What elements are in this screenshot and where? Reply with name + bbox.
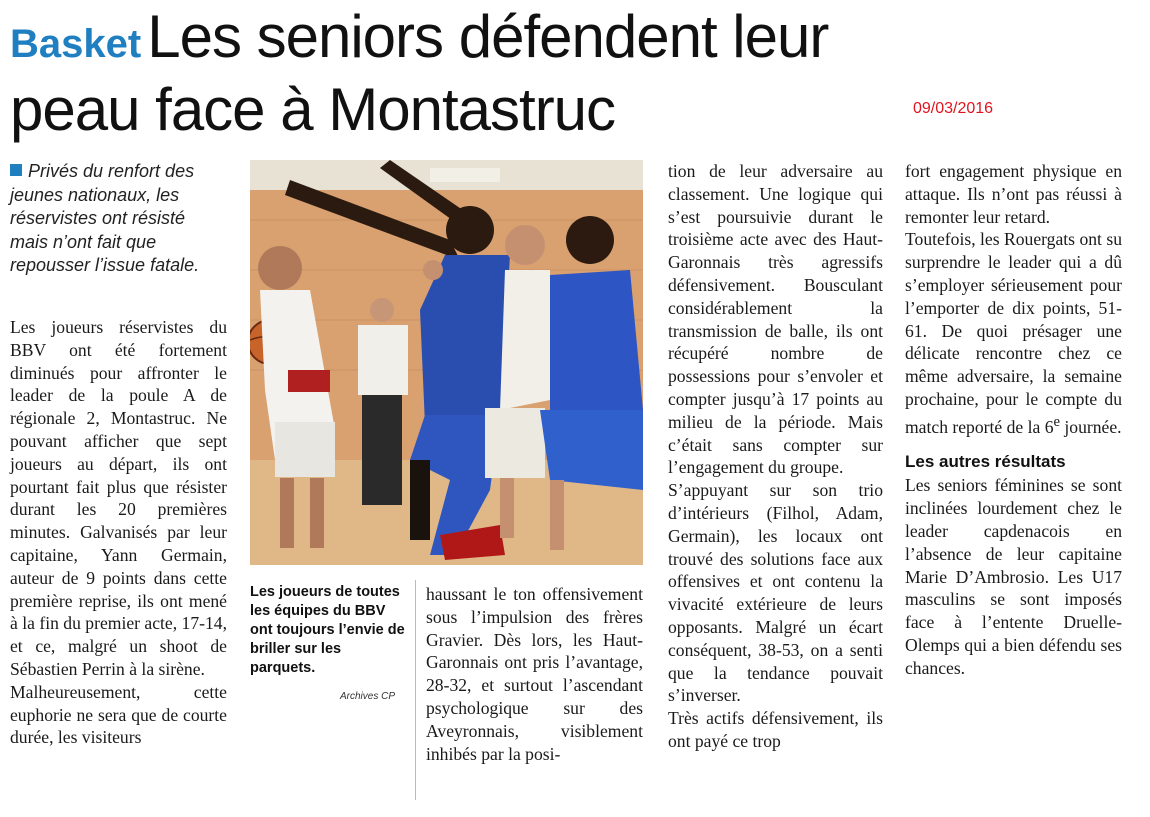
body-paragraph: haussant le ton offensivement sous l’impulsion des frères Gravier. Dès lors, les Haut-Garonnais ont pris l’avantage, 28-32, et surtout l’ascendant psychologique sur des Aveyronnais, visiblement inhibés par la posi- (426, 584, 643, 764)
photo-caption: Les joueurs de toutes les équipes du BBV ont toujours l’envie de briller sur les parquets. (250, 584, 405, 676)
column-4 (905, 160, 1122, 680)
lead-text: Privés du renfort des jeunes nationaux, les réservistes ont résisté mais n’ont fait que repousser l’issue fatale. (10, 161, 200, 275)
body-paragraph: tion de leur adversaire au classement. Une logique qui s’est poursuivie durant le troisième acte avec des Haut-Garonnais très agressifs défensivement. Bousculant considérablement la transmission de balle, ils ont récupéré nombre de possessions pour s’envoler et compter jusqu’à 17 points au milieu de la période. Mais c’était sans compter sur l’engagement du groupe. (668, 161, 883, 478)
subheading: Les autres résultats (905, 452, 1066, 472)
photo-illustration (250, 160, 643, 565)
column-divider (415, 580, 416, 800)
body-paragraph: Les joueurs réservistes du BBV ont été fortement diminués pour affronter le leader de la poule A de régionale 2, Montastruc. Ne pouvant afficher que sept joueurs au départ, ils ont pourtant fait plus que résister durant les 20 premières minutes. Galvanisés par leur capitaine, Yann Germain, auteur de 9 points dans cette première reprise, ils ont mené à la fin du premier acte, 17-14, et ce, malgré un shoot de Sébastien Perrin à la sirène. (10, 317, 227, 679)
body-paragraph: Très actifs défensivement, ils ont payé ce trop (668, 708, 883, 751)
lead (10, 160, 225, 278)
body-paragraph (905, 228, 1122, 438)
body-paragraph: fort engagement physique en attaque. Ils n’ont pas réussi à remonter leur retard. (905, 161, 1122, 227)
column-1 (10, 316, 227, 749)
headline-text: Les seniors défendent leur peau face à Montastruc (10, 3, 829, 143)
body-text: Toutefois, les Rouergats ont su surprendre le leader qui a dû s’employer sérieusement pour l’emporter de dix points, 51-61. De quoi présager une délicate rencontre chez ce même adversaire, la semaine prochaine, pour le compte du match reporté de la 6 (905, 229, 1122, 437)
body-paragraph: S’appuyant sur son trio d’intérieurs (Filhol, Adam, Germain), les locaux ont trouvé des solutions face aux offensives et ont contenu la vivacité extérieure de leurs opposants. Malgré un écart conséquent, 38-53, on a senti que la tendance pouvait s’inverser. (668, 480, 883, 706)
column-3 (668, 160, 883, 753)
body-text: journée. (1060, 416, 1122, 437)
publication-date: 09/03/2016 (913, 100, 994, 117)
square-bullet-icon (10, 164, 22, 176)
photo-credit: Archives CP (340, 691, 396, 702)
body-paragraph: Les seniors féminines se sont inclinées lourdement chez le leader capdenacois en l’absence de leur capitaine Marie D’Ambrosio. Les U17 masculins se sont imposés face à l’entente Druelle-Olemps qui a bien défendu ses chances. (905, 475, 1122, 678)
basketball-photo (250, 160, 643, 565)
body-paragraph: Malheureusement, cette euphorie ne sera que de courte durée, les visiteurs (10, 681, 227, 748)
kicker: Basket (10, 22, 142, 66)
superscript: e (1053, 413, 1061, 430)
headline (10, 4, 910, 143)
column-2 (426, 583, 643, 765)
